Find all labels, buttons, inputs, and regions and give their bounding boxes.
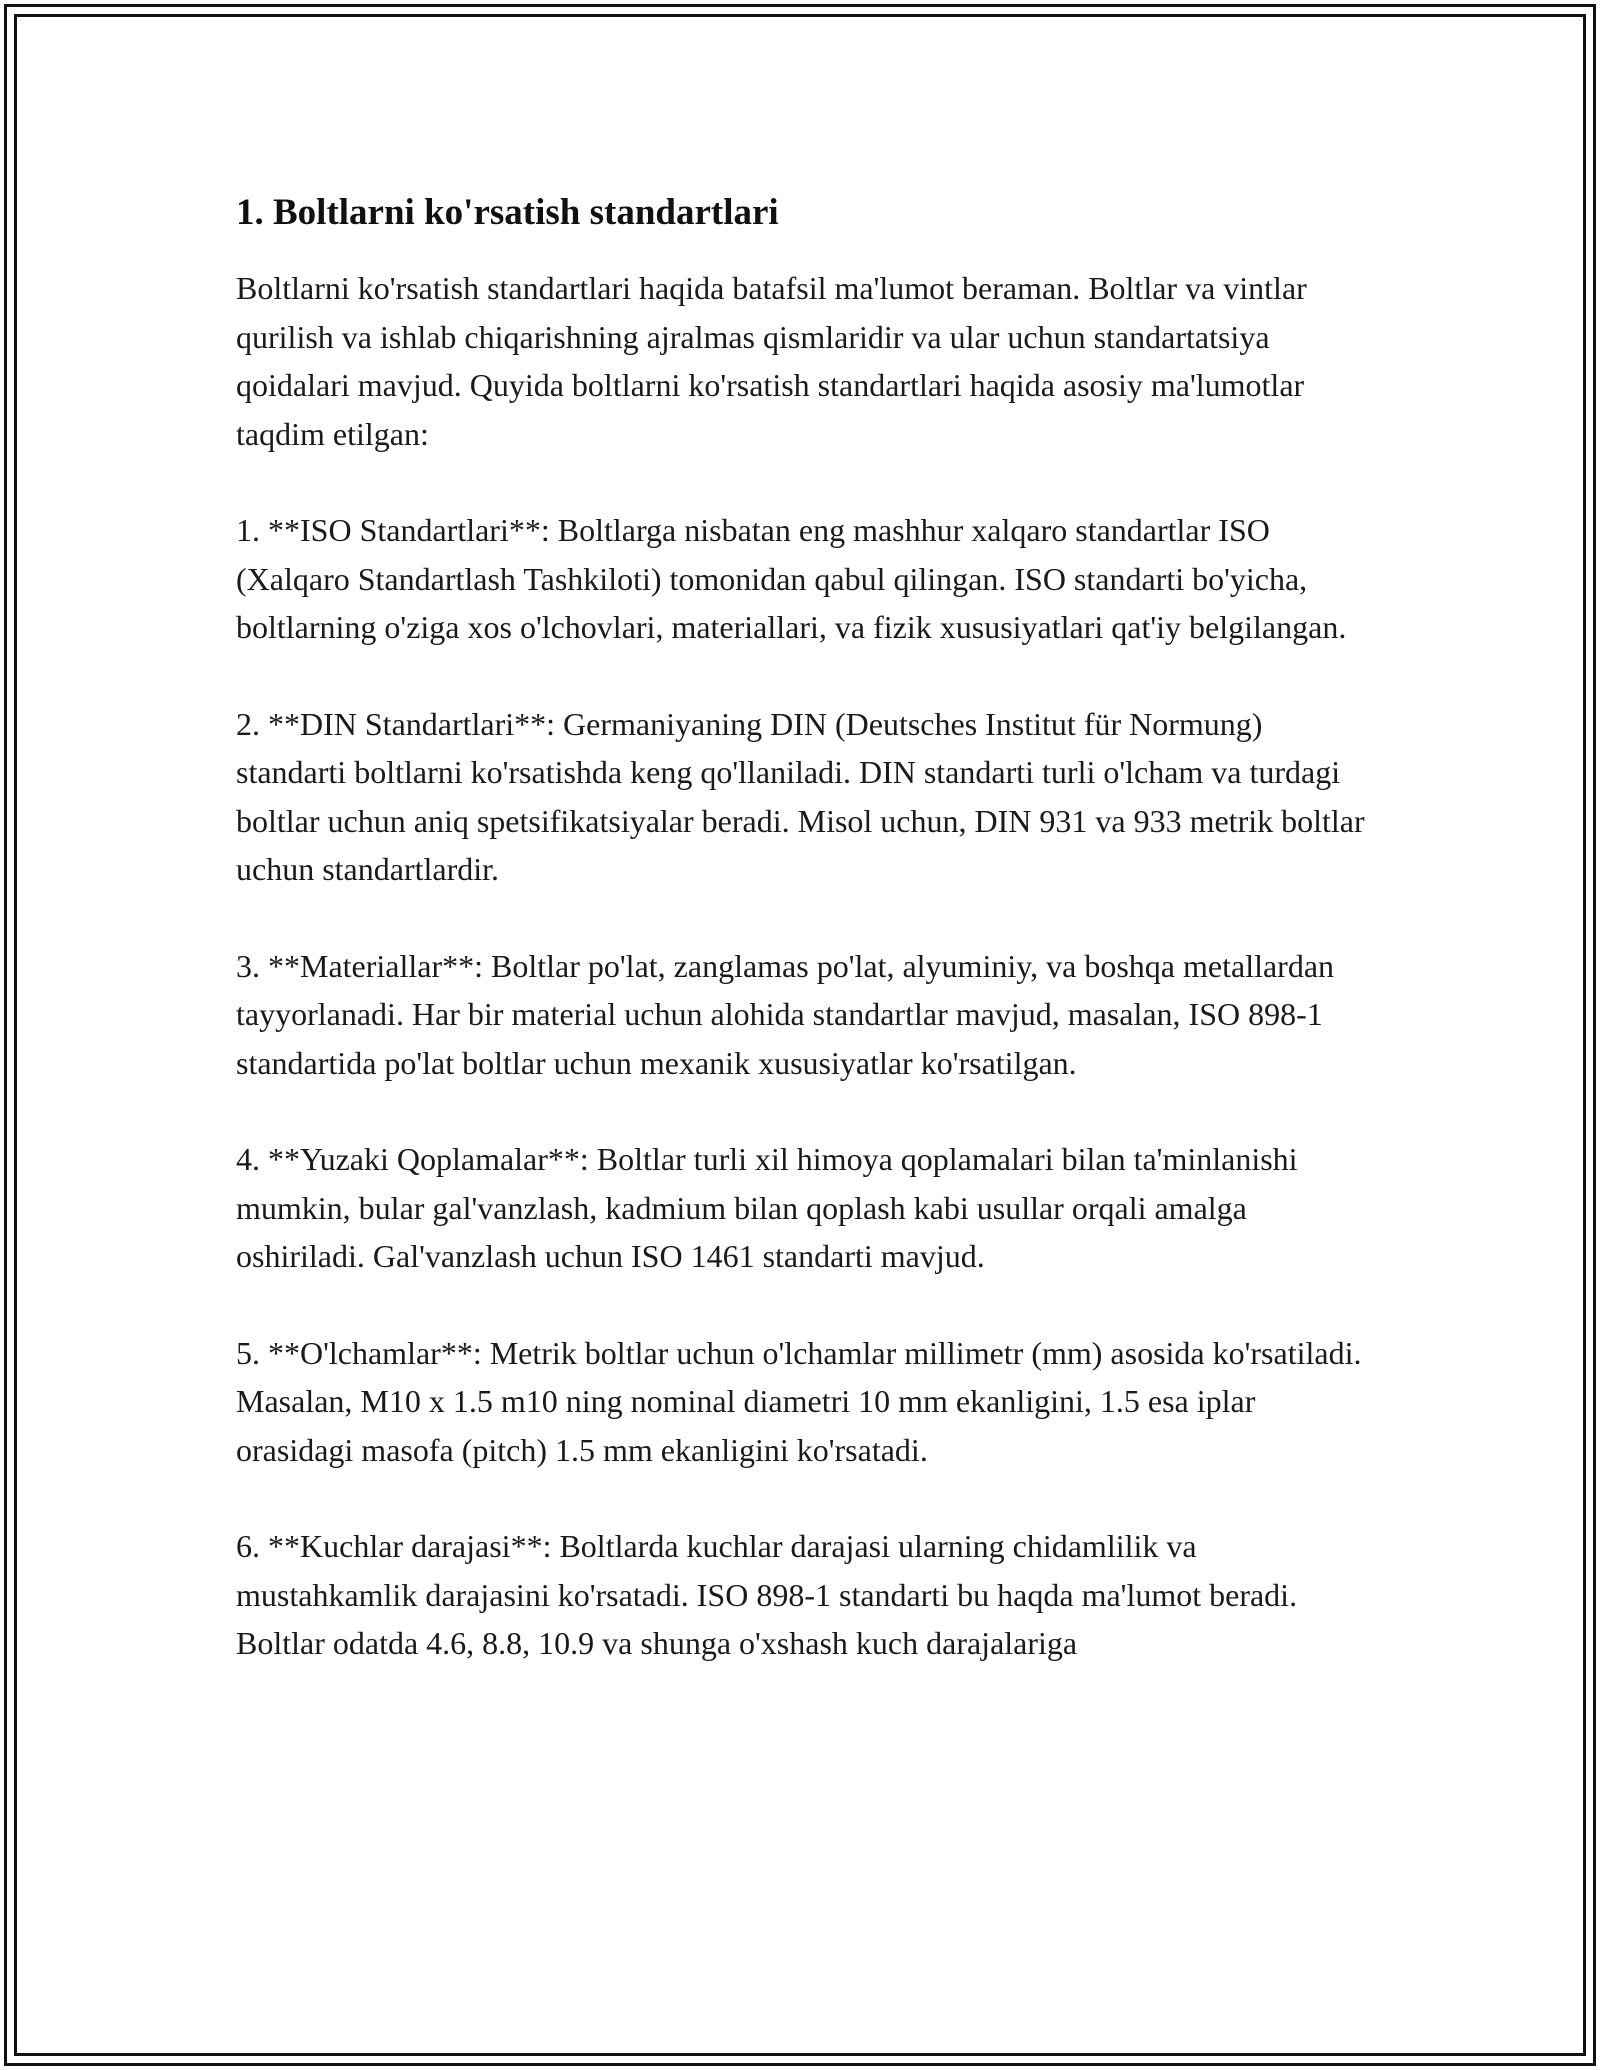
paragraph-dimensions: 5. **O'lchamlar**: Metrik boltlar uchun o'lchamlar millimetr (mm) asosida ko'rsatiladi. Masalan, M10 x 1.5 m10 ning nominal diametri 10 mm ekanligini, 1.5 esa iplar orasidagi masofa (pitch) 1.5 mm ekanligini ko'rsatadi. [236,1334,1362,1468]
paragraph-surface-coatings: 4. **Yuzaki Qoplamalar**: Boltlar turli xil himoya qoplamalari bilan ta'minlanishi mumkin, bular gal'vanzlash, kadmium bilan qoplash kabi usullar orqali amalga oshiriladi. Gal'vanzlash uchun ISO 1461 standarti mavjud. [236,1141,1298,1274]
paragraph-strength-grades: 6. **Kuchlar darajasi**: Boltlarda kuchlar darajasi ularning chidamlilik va mustahkamlik darajasini ko'rsatadi. ISO 898-1 standarti bu haqda ma'lumot beradi. Boltlar odatda 4.6, 8.8, 10.9 va shunga o'xshash kuch darajalariga [236,1528,1298,1661]
paragraph-din-standards: 2. **DIN Standartlari**: Germaniyaning DIN (Deutsches Institut für Normung) standarti boltlarni ko'rsatishda keng qo'llaniladi. DIN standarti turli o'lcham va turdagi boltlar uchun aniq spetsifikatsiyalar beradi. Misol uchun, DIN 931 va 933 metrik boltlar uchun standartlardir. [236,705,1365,887]
document-body [236,184,1376,1716]
document-title: 1. Boltlarni ko'rsatish standartlari [236,192,779,233]
paragraph-iso-standards: 1. **ISO Standartlari**: Boltlarga nisbatan eng mashhur xalqaro standartlar ISO (Xalqaro Standartlash Tashkiloti) tomonidan qabul qilingan. ISO standarti bo'yicha, boltlarning o'ziga xos o'lchovlari, materiallari, va fizik xususiyatlari qat'iy belgilangan. [236,512,1347,645]
intro-paragraph: Boltlarni ko'rsatish standartlari haqida batafsil ma'lumot beraman. Boltlar va vintlar qurilish va ishlab chiqarishning ajralmas qismlaridir va ular uchun standartatsiya qoidalari mavjud. Quyida boltlarni ko'rsatish standartlari haqida asosiy ma'lumotlar taqdim etilgan: [236,270,1307,452]
paragraph-materials: 3. **Materiallar**: Boltlar po'lat, zanglamas po'lat, alyuminiy, va boshqa metallardan tayyorlanadi. Har bir material uchun alohida standartlar mavjud, masalan, ISO 898-1 standartida po'lat boltlar uchun mexanik xususiyatlar ko'rsatilgan. [236,947,1335,1081]
